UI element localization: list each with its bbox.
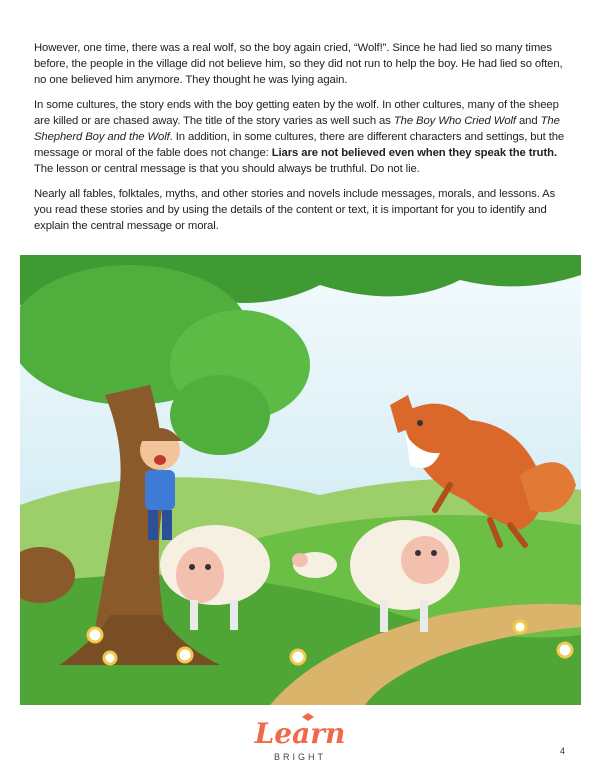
- moral-statement: Liars are not believed even when they speak the truth.: [271, 147, 557, 160]
- paragraph-2-text-a: In some cultures, the story ends with the boy getting eaten by the wolf. In other cultures, many of the sheep are killed or are chased away. The title of the story varies as well such as: [34, 98, 559, 127]
- paragraph-3-text: Nearly all fables, folktales, myths, and other stories and novels include messages, morals, and lessons. As you read these stories and by using the details of the content or text, it is important for you to identify and explain the central message or moral.: [34, 187, 556, 233]
- paragraph-2-and: and: [515, 114, 541, 127]
- paragraph-2: [34, 97, 572, 178]
- illustration-svg: [20, 255, 581, 705]
- title-boy-who-cried-wolf: The Boy Who Cried Wolf: [393, 114, 516, 127]
- paragraph-3: [34, 186, 572, 235]
- story-illustration: [20, 255, 581, 705]
- paragraph-2-text-b: . In addition, in some cultures, there are different characters and settings, but the message or moral of the fable does not change:: [34, 131, 565, 160]
- tree-crown-3: [170, 375, 270, 455]
- body-text: [34, 40, 572, 242]
- page-number: 4: [560, 746, 566, 756]
- logo-subtitle: BRIGHT: [273, 752, 326, 762]
- logo-word: Learn: [254, 717, 346, 750]
- learn-bright-logo: [248, 716, 352, 768]
- title-shepherd-boy: The Shepherd Boy and the Wolf: [34, 114, 560, 144]
- paragraph-1-text: However, one time, there was a real wolf, so the boy again cried, “Wolf!”. Since he had lied so many times before, the people in the village did not believe him, so they did not run to help the boy. He had lied so often, no one believed him anymore. They thought he was lying again.: [34, 42, 563, 87]
- paragraph-2-text-c: The lesson or central message is that you should always be truthful. Do not lie.: [34, 163, 420, 176]
- paragraph-1: [34, 40, 572, 89]
